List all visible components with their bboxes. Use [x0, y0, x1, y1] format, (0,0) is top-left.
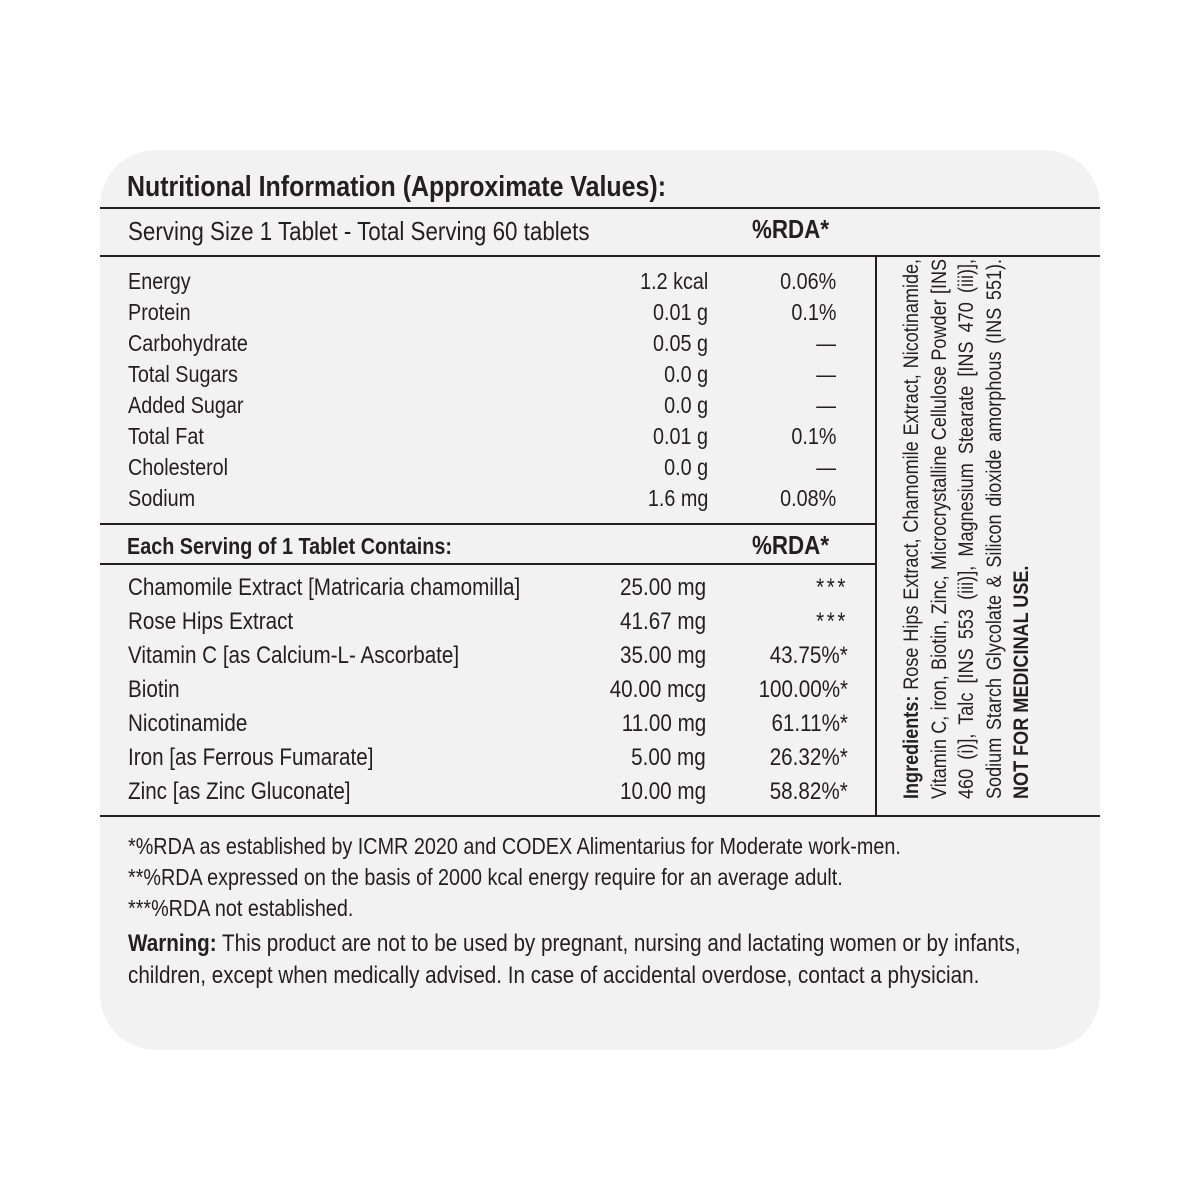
table-row: [100, 264, 860, 295]
serving-size-line: Serving Size 1 Tablet - Total Serving 60 tablets: [128, 216, 590, 246]
table-row: [100, 481, 860, 512]
table-row: [100, 637, 860, 671]
ingredient-name: Biotin: [128, 676, 180, 703]
warning-body: This product are not to be used by pregnant, nursing and lactating women or by infants, children, except when medically advised. In case of accidental overdose, contact a physician.: [128, 930, 1021, 989]
warning-text: [128, 928, 1100, 991]
ingredient-amount: 41.67 mg: [619, 608, 706, 635]
nutrient-amount: 0.0 g: [664, 361, 708, 387]
ingredients-block: [898, 259, 1068, 799]
nutrient-amount: 0.01 g: [653, 299, 708, 325]
nutrient-name: Total Sugars: [128, 361, 238, 387]
warning-label: Warning:: [128, 930, 217, 957]
nutrient-amount: 0.01 g: [653, 423, 708, 449]
nutrient-rda: 0.1%: [790, 299, 836, 325]
footnote-3: ***%RDA not established.: [128, 895, 354, 921]
rda-header: %RDA*: [752, 214, 830, 244]
ingredient-name: Zinc [as Zinc Gluconate]: [128, 778, 351, 805]
nutrient-rda: 0.1%: [790, 423, 836, 449]
nutrient-rda: 0.08%: [779, 485, 836, 511]
nutrient-name: Energy: [128, 268, 191, 294]
ingredient-amount: 35.00 mg: [619, 642, 706, 669]
nutrient-rda: —: [816, 361, 836, 387]
ingredient-rda: 58.82%*: [769, 778, 848, 805]
table-row: [100, 295, 860, 326]
footnote-1: *%RDA as established by ICMR 2020 and CODEX Alimentarius for Moderate work-men.: [128, 833, 901, 859]
ingredient-rda: 100.00%*: [758, 676, 848, 703]
nutrient-amount: 1.6 mg: [647, 485, 708, 511]
ingredient-rda: 61.11%*: [771, 710, 848, 737]
not-medicinal-note: NOT FOR MEDICINAL USE.: [1010, 565, 1033, 799]
each-rda-header: %RDA*: [752, 530, 830, 560]
nutrient-amount: 0.0 g: [664, 392, 708, 418]
ingredients-label: Ingredients:: [900, 695, 923, 799]
each-serving-header: Each Serving of 1 Tablet Contains:: [127, 533, 452, 559]
table-row: [100, 603, 860, 637]
table-row: [100, 357, 860, 388]
ingredient-amount: 10.00 mg: [619, 778, 706, 805]
table-row: [100, 671, 860, 705]
nutrient-name: Carbohydrate: [128, 330, 248, 356]
nutrient-rda: 0.06%: [779, 268, 836, 294]
divider-vertical: [875, 256, 877, 816]
ingredient-amount: 40.00 mcg: [609, 676, 706, 703]
nutrient-name: Added Sugar: [128, 392, 244, 418]
table-row: [100, 773, 860, 807]
nutrition-label-card: [100, 150, 1100, 1050]
ingredient-name: Rose Hips Extract: [128, 608, 294, 635]
ingredient-rda: ***: [816, 608, 848, 635]
divider-each-serving: [100, 523, 876, 525]
nutrient-rda: —: [816, 330, 836, 356]
nutrient-amount: 0.0 g: [664, 454, 708, 480]
table-row: [100, 326, 860, 357]
nutrient-name: Total Fat: [128, 423, 204, 449]
ingredient-amount: 5.00 mg: [631, 744, 706, 771]
ingredient-rda: ***: [816, 574, 848, 601]
table-row: [100, 450, 860, 481]
ingredient-amount: 25.00 mg: [619, 574, 706, 601]
table-row: [100, 739, 860, 773]
ingredient-name: Chamomile Extract [Matricaria chamomilla]: [128, 574, 521, 601]
label-title: Nutritional Information (Approximate Values):: [127, 171, 667, 203]
footnote-2: **%RDA expressed on the basis of 2000 kcal energy require for an average adult.: [128, 864, 843, 890]
ingredient-rda: 26.32%*: [769, 744, 848, 771]
ingredient-name: Nicotinamide: [128, 710, 248, 737]
table-row: [100, 705, 860, 739]
nutrient-name: Cholesterol: [128, 454, 229, 480]
divider-contents: [100, 563, 876, 565]
table-row: [100, 388, 860, 419]
nutrient-rda: —: [816, 454, 836, 480]
nutrient-rda: —: [816, 392, 836, 418]
divider-footnotes: [100, 815, 1100, 817]
ingredient-name: Iron [as Ferrous Fumarate]: [128, 744, 374, 771]
ingredient-name: Vitamin C [as Calcium-L- Ascorbate]: [128, 642, 460, 669]
divider-serving: [100, 255, 1100, 257]
ingredient-rda: 43.75%*: [769, 642, 848, 669]
nutrient-name: Protein: [128, 299, 191, 325]
nutrient-name: Sodium: [128, 485, 196, 511]
ingredients-text: Rose Hips Extract, Chamomile Extract, Nicotinamide, Vitamin C, iron, Biotin, Zinc, Microcrystalline Cellulose Powder [INS 460 (i)], Talc [INS 553 (iii)], Magnesium Stearate [INS 470 (iii)], Sodium Starch Glycolate & Silicon dioxide amorphous (INS 551).: [900, 258, 1006, 799]
table-row: [100, 419, 860, 450]
ingredient-amount: 11.00 mg: [621, 710, 706, 737]
nutrient-amount: 1.2 kcal: [639, 268, 708, 294]
table-row: [100, 569, 860, 603]
nutrient-amount: 0.05 g: [653, 330, 708, 356]
divider-top: [100, 207, 1100, 209]
